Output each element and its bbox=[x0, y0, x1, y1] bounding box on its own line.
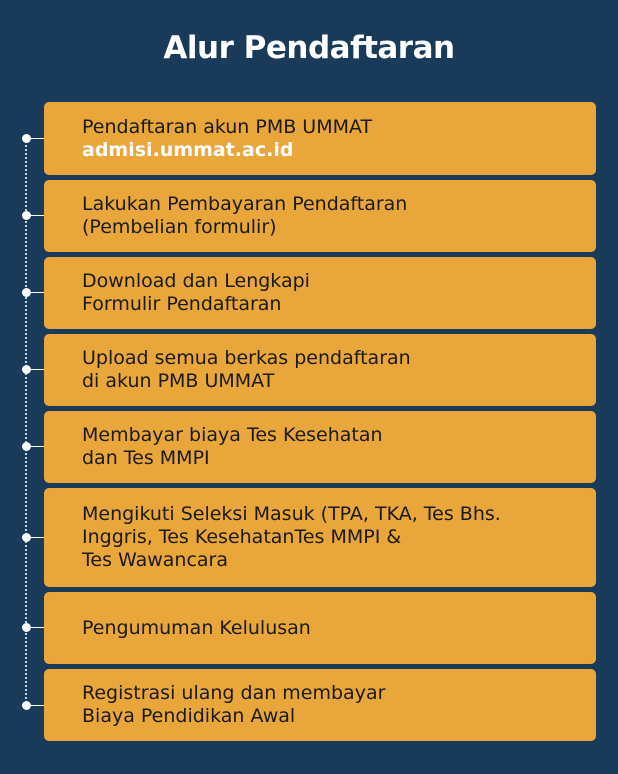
step-card-3 bbox=[44, 257, 596, 329]
step-card-1 bbox=[44, 102, 596, 175]
step-text: di akun PMB UMMAT bbox=[82, 370, 275, 392]
timeline-dot bbox=[22, 533, 31, 542]
page-title: Alur Pendaftaran bbox=[163, 30, 455, 66]
timeline-dot bbox=[22, 365, 31, 374]
timeline-dot bbox=[22, 442, 31, 451]
step-card-6 bbox=[44, 488, 596, 587]
timeline-dot bbox=[22, 623, 31, 632]
step-text: dan Tes MMPI bbox=[82, 447, 210, 469]
timeline-connector bbox=[31, 138, 44, 139]
step-text: Biaya Pendidikan Awal bbox=[82, 705, 296, 727]
step-card-7 bbox=[44, 592, 596, 664]
step-text: (Pembelian formulir) bbox=[82, 216, 277, 238]
step-card-2 bbox=[44, 180, 596, 252]
timeline-dot bbox=[22, 134, 31, 143]
timeline-dot bbox=[22, 701, 31, 710]
timeline-connector bbox=[31, 292, 44, 293]
timeline-connector bbox=[31, 215, 44, 216]
step-text: Registrasi ulang dan membayar bbox=[82, 682, 386, 704]
step-text: Inggris, Tes KesehatanTes MMPI & bbox=[82, 526, 402, 548]
step-text: Upload semua berkas pendaftaran bbox=[82, 347, 411, 369]
step-card-8 bbox=[44, 669, 596, 741]
step-text: Membayar biaya Tes Kesehatan bbox=[82, 424, 383, 446]
timeline-connector bbox=[31, 705, 44, 706]
step-text: Pengumuman Kelulusan bbox=[82, 616, 311, 639]
step-text: Formulir Pendaftaran bbox=[82, 293, 282, 315]
timeline-dot bbox=[22, 288, 31, 297]
timeline-line bbox=[25, 138, 27, 706]
timeline-dot bbox=[22, 211, 31, 220]
step-text: Download dan Lengkapi bbox=[82, 270, 310, 292]
step-card-5 bbox=[44, 411, 596, 483]
admission-link[interactable]: admisi.ummat.ac.id bbox=[82, 138, 294, 161]
timeline-connector bbox=[31, 627, 44, 628]
timeline-connector bbox=[31, 537, 44, 538]
step-text: Tes Wawancara bbox=[82, 549, 228, 571]
timeline-connector bbox=[31, 369, 44, 370]
step-text: Pendaftaran akun PMB UMMAT bbox=[82, 115, 373, 138]
step-text: Mengikuti Seleksi Masuk (TPA, TKA, Tes Bhs. bbox=[82, 503, 501, 525]
timeline-connector bbox=[31, 446, 44, 447]
step-text: Lakukan Pembayaran Pendaftaran bbox=[82, 193, 408, 215]
step-card-4 bbox=[44, 334, 596, 406]
